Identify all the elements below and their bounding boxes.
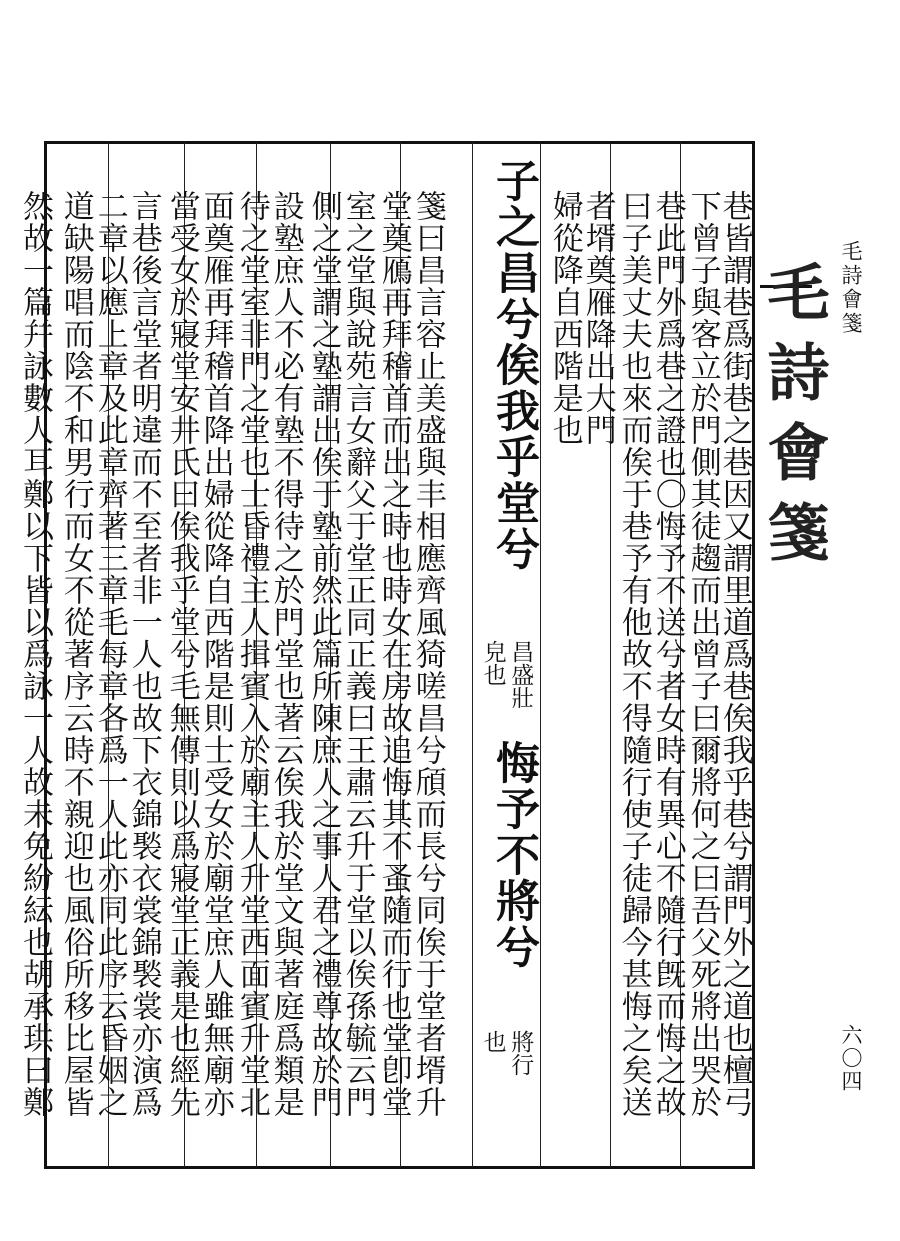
column-rule [472,143,473,1167]
text-column-9: 室之堂與說苑言女辭父于堂正同正義曰王肅云升于堂以俟孫毓云門 [339,190,376,1118]
text-column-7: 箋曰昌言容止美盛與丰相應齊風猗嗟昌兮頎而長兮同俟于堂者壻升 [409,190,446,1118]
text-column-11: 設塾庶人不必有塾不得待之於門堂也著云俟我於堂文與著庭爲類是 [267,190,304,1118]
text-column-6: 婦從降自西階是也 [546,190,583,446]
text-column-5: 者壻奠雁降出大門 [579,190,616,446]
text-column-17: 道缺陽唱而陰不和男行而女不從著序云時不親迎也風俗所移比屋皆 [57,190,94,1118]
running-head: 毛詩會箋 [839,240,863,336]
text-column-2: 下曾子與客立於門側其徒趨而出曾子曰爾將何之曰吾父死將出哭於 [684,190,721,1118]
frame-top-rule [44,141,754,144]
text-column-1: 巷皆謂巷爲街巷之巷因又謂里道爲巷俟我乎巷兮謂門外之道也檀弓 [716,190,753,1118]
text-column-4: 曰子美丈夫也來而俟于巷予有他故不得隨行使子徒歸今甚悔之矣送 [615,190,652,1118]
frame-bottom-rule [44,1166,754,1169]
page-number: 六〇四 [839,1024,863,1093]
gloss-note-chang: 昌盛壯 皃也 [479,640,534,709]
text-column-3: 巷此門外爲巷之證也〇悔予不送兮者女時有異心不隨行旣而悔之故 [649,190,686,1118]
side-title: 毛詩會箋 [757,260,830,580]
text-column-8: 堂奠鴈再拜稽首而出之時也時女在房故追悔其不蚤隨而行也堂卽堂 [375,190,412,1118]
text-column-10: 側之堂謂之塾謂出俟于塾前然此篇所陳庶人之事人君之禮尊故於門 [305,190,342,1118]
text-column-13: 面奠雁再拜稽首降出婦從降自西階是則士受女於廟堂庶人雖無廟亦 [197,190,234,1118]
verse-line-2: 悔予不將兮 [488,740,539,970]
text-column-15: 言巷後言堂者明違而不至者非一人也故下衣錦褧衣裳錦褧裳亦演爲 [125,190,162,1118]
text-column-16: 二章以應上章及此章齊著三章毛每章各爲一人此亦同此序云昏姻之 [91,190,128,1118]
text-column-18: 然故一篇幷詠數人耳鄭以下皆以爲詠一人故未免紛紜也胡承珙曰鄭 [17,190,53,1118]
verse-line-1: 子之昌兮俟我乎堂兮 [488,158,539,572]
text-column-12: 待之堂室非門之堂也士昏禮主人揖賓入於廟主人升堂西面賓升堂北 [233,190,270,1118]
text-column-14: 當受女於寢堂安井氏曰俟我乎堂兮毛無傳則以爲寢堂正義是也經先 [163,190,200,1118]
gloss-note-jiang: 將行 也 [479,1030,534,1076]
